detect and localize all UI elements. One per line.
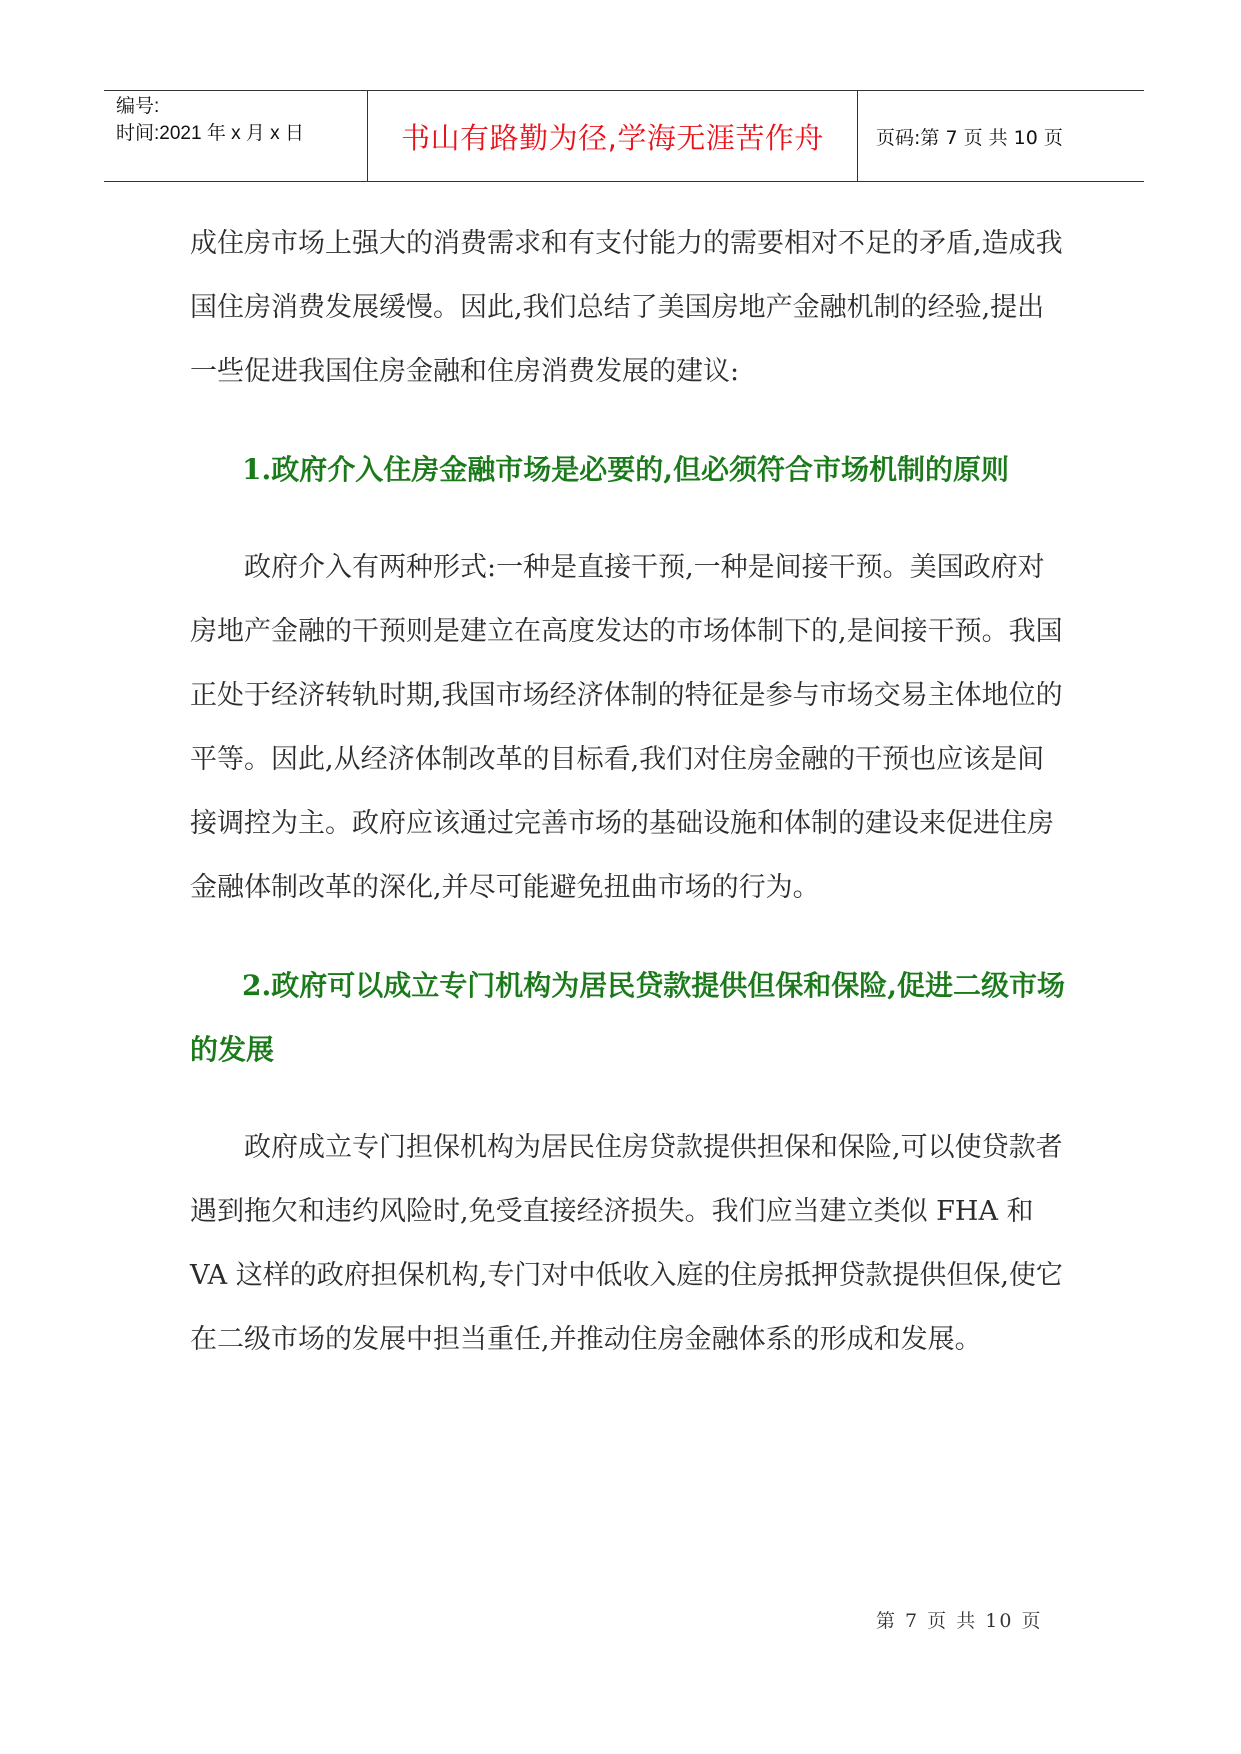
serial-number-label: 编号: — [116, 96, 160, 117]
intro-paragraph: 成住房市场上强大的消费需求和有支付能力的需要相对不足的矛盾,造成我国住房消费发展缓慢。因此,我们总结了美国房地产金融机制的经验,提出一些促进我国住房金融和住房消费发展的建议: — [190, 228, 1063, 387]
header-page-cell — [858, 91, 1144, 181]
page-footer: 第 7 页 共 10 页 — [876, 1610, 1043, 1632]
section-2-paragraph: 政府成立专门担保机构为居民住房贷款提供担保和保险,可以使贷款者遇到拖欠和违约风险时,免受直接经济损失。我们应当建立类似 FHA 和 VA 这样的政府担保机构,专门对中低收入庭的住房抵押贷款提供但保,使它在二级市场的发展中担当重任,并推动住房金融体系的形成和发展。 — [190, 1132, 1063, 1355]
section-2-heading: 2.政府可以成立专门机构为居民贷款提供但保和保险,促进二级市场的发展 — [190, 969, 1065, 1066]
header-meta-cell — [104, 91, 368, 181]
section-1-paragraph: 政府介入有两种形式:一种是直接干预,一种是间接干预。美国政府对房地产金融的干预则是建立在高度发达的市场体制下的,是间接干预。我国正处于经济转轨时期,我国市场经济体制的特征是参与市场交易主体地位的平等。因此,从经济体制改革的目标看,我们对住房金融的干预也应该是间接调控为主。政府应该通过完善市场的基础设施和体制的建设来促进住房金融体制改革的深化,并尽可能避免扭曲市场的行为。 — [190, 552, 1063, 903]
page-header — [104, 90, 1144, 182]
section-1-heading: 1.政府介入住房金融市场是必要的,但必须符合市场机制的原则 — [242, 453, 1009, 486]
page-code-label: 页码:第 7 页 共 10 页 — [876, 126, 1063, 149]
header-motto-cell — [368, 91, 858, 181]
document-body — [190, 212, 1070, 1372]
motto-text: 书山有路勤为径,学海无涯苦作舟 — [401, 120, 824, 155]
time-label: 时间:2021 年 x 月 x 日 — [116, 123, 304, 144]
